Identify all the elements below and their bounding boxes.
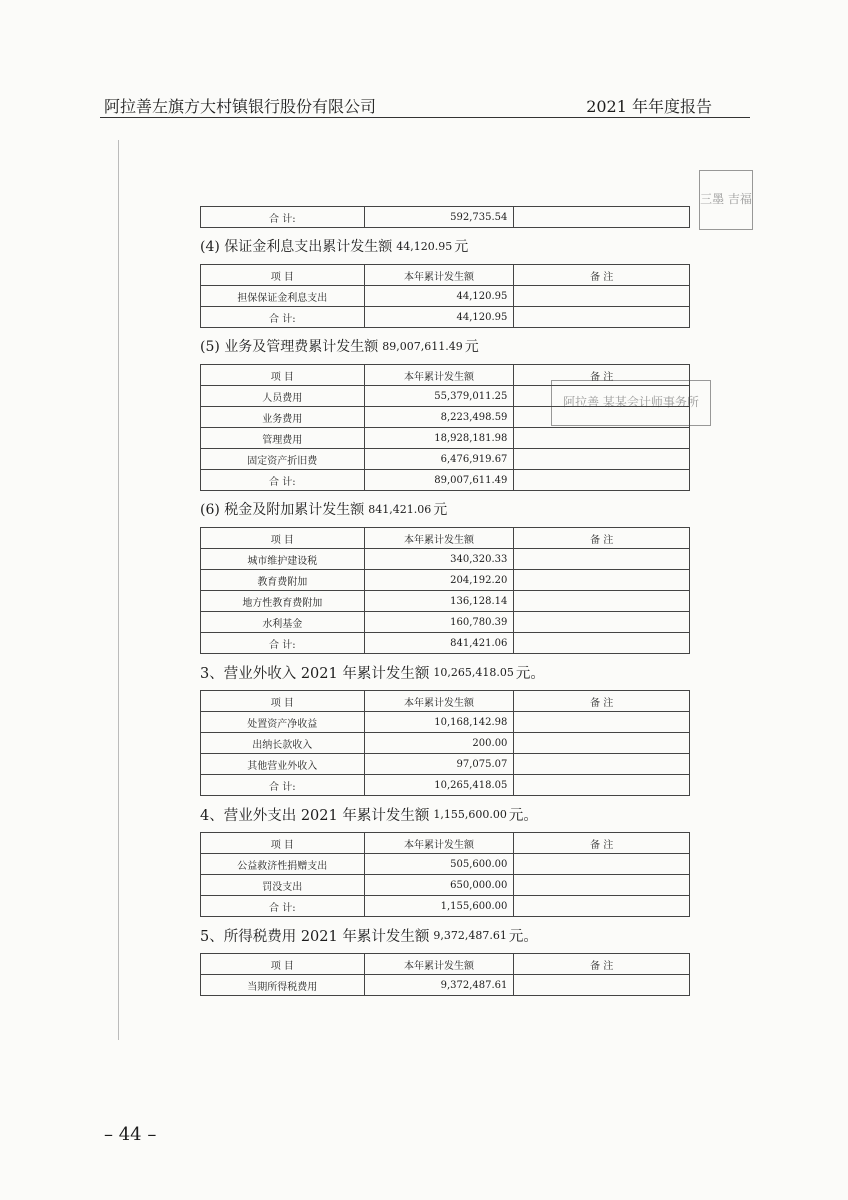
- sections-container: [200, 228, 690, 996]
- section-unit: 元。: [515, 665, 545, 682]
- section-amount: 10,265,418.05: [433, 665, 514, 679]
- column-header-item: 项 目: [201, 265, 365, 286]
- section-amount: 1,155,600.00: [433, 807, 507, 821]
- table-total-row: [201, 307, 690, 328]
- header-rule: [100, 117, 750, 118]
- row-note: [514, 386, 690, 407]
- section-table: [200, 690, 690, 796]
- table-header-row: [201, 528, 690, 549]
- section-unit: 元。: [508, 807, 538, 824]
- section-table: [200, 832, 690, 917]
- total-label: 合 计:: [201, 633, 365, 654]
- total-amount: 1,155,600.00: [364, 896, 514, 917]
- total-note: [514, 775, 690, 796]
- row-note: [514, 854, 690, 875]
- table-row: [201, 712, 690, 733]
- note-cell: [514, 207, 690, 228]
- column-header-note: 备 注: [514, 833, 690, 854]
- section-unit: 元: [433, 502, 448, 518]
- table-total-row: [201, 896, 690, 917]
- section-unit: 元: [454, 239, 469, 255]
- section-table: [200, 953, 690, 996]
- row-note: [514, 549, 690, 570]
- row-note: [514, 570, 690, 591]
- company-name: 阿拉善左旗方大村镇银行股份有限公司: [104, 97, 377, 116]
- column-header-note: 备 注: [514, 691, 690, 712]
- row-note: [514, 449, 690, 470]
- row-amount: 10,168,142.98: [364, 712, 514, 733]
- row-amount: 505,600.00: [364, 854, 514, 875]
- total-label: 合 计:: [201, 307, 365, 328]
- row-item: 水利基金: [201, 612, 365, 633]
- table-total-row: [201, 775, 690, 796]
- section-title: [200, 228, 690, 264]
- section-amount: 89,007,611.49: [382, 339, 463, 353]
- section-unit: 元: [464, 339, 479, 355]
- row-item: 教育费附加: [201, 570, 365, 591]
- section-title: [200, 654, 690, 690]
- column-header-amount: 本年累计发生额: [364, 691, 514, 712]
- table-header-row: [201, 265, 690, 286]
- table-row: [201, 386, 690, 407]
- table-header-row: [201, 833, 690, 854]
- table-row: [201, 975, 690, 996]
- table-row: [201, 754, 690, 775]
- total-note: [514, 896, 690, 917]
- column-header-amount: 本年累计发生额: [364, 365, 514, 386]
- row-amount: 650,000.00: [364, 875, 514, 896]
- table-row: [201, 854, 690, 875]
- page-number: – 44 –: [104, 1124, 157, 1145]
- total-note: [514, 470, 690, 491]
- row-item: 固定资产折旧费: [201, 449, 365, 470]
- column-header-item: 项 目: [201, 691, 365, 712]
- column-header-amount: 本年累计发生额: [364, 833, 514, 854]
- section-table: [200, 527, 690, 654]
- row-item: 人员费用: [201, 386, 365, 407]
- row-note: [514, 428, 690, 449]
- total-note: [514, 307, 690, 328]
- row-amount: 8,223,498.59: [364, 407, 514, 428]
- section-title-text: 5、所得税费用 2021 年累计发生额: [200, 928, 430, 945]
- seal-stamp-text: 三墨 吉福: [700, 192, 752, 207]
- row-item: 管理费用: [201, 428, 365, 449]
- row-note: [514, 875, 690, 896]
- table-row: [201, 733, 690, 754]
- column-header-item: 项 目: [201, 528, 365, 549]
- column-header-item: 项 目: [201, 365, 365, 386]
- section-unit: 元。: [508, 928, 538, 945]
- section-title: [200, 917, 690, 953]
- row-amount: 9,372,487.61: [364, 975, 514, 996]
- table-row: [201, 875, 690, 896]
- table-row: [201, 286, 690, 307]
- table-header-row: [201, 954, 690, 975]
- section-table: [200, 264, 690, 328]
- column-header-note: 备 注: [514, 528, 690, 549]
- section-title-text: 4、营业外支出 2021 年累计发生额: [200, 807, 430, 824]
- section-title-text: 3、营业外收入 2021 年累计发生额: [200, 665, 430, 682]
- section-title: [200, 796, 690, 832]
- row-item: 担保保证金利息支出: [201, 286, 365, 307]
- column-header-note: 备 注: [514, 265, 690, 286]
- column-header-amount: 本年累计发生额: [364, 528, 514, 549]
- total-amount: 592,735.54: [364, 207, 514, 228]
- row-item: 地方性教育费附加: [201, 591, 365, 612]
- row-item: 公益救济性捐赠支出: [201, 854, 365, 875]
- row-amount: 136,128.14: [364, 591, 514, 612]
- table-row: [201, 407, 690, 428]
- row-note: [514, 975, 690, 996]
- section-title: [200, 328, 690, 364]
- table-header-row: [201, 365, 690, 386]
- row-item: 当期所得税费用: [201, 975, 365, 996]
- row-amount: 340,320.33: [364, 549, 514, 570]
- row-item: 其他营业外收入: [201, 754, 365, 775]
- column-header-item: 项 目: [201, 954, 365, 975]
- table-header-row: [201, 691, 690, 712]
- table-row: [201, 591, 690, 612]
- row-amount: 44,120.95: [364, 286, 514, 307]
- report-title: 2021 年年度报告: [586, 97, 712, 116]
- row-amount: 204,192.20: [364, 570, 514, 591]
- column-header-note: 备 注: [514, 365, 690, 386]
- total-note: [514, 633, 690, 654]
- table-row: [201, 207, 690, 228]
- total-label: 合 计:: [201, 896, 365, 917]
- total-amount: 841,421.06: [364, 633, 514, 654]
- table-total-row: [201, 470, 690, 491]
- column-header-amount: 本年累计发生额: [364, 265, 514, 286]
- table-row: [201, 449, 690, 470]
- row-amount: 97,075.07: [364, 754, 514, 775]
- row-item: 处置资产净收益: [201, 712, 365, 733]
- section-title-text: (6) 税金及附加累计发生额: [200, 502, 365, 518]
- row-amount: 18,928,181.98: [364, 428, 514, 449]
- table-row: [201, 570, 690, 591]
- row-amount: 6,476,919.67: [364, 449, 514, 470]
- column-header-amount: 本年累计发生额: [364, 954, 514, 975]
- section-amount: 9,372,487.61: [433, 928, 507, 942]
- auditor-stamp-text: 阿拉善 某某会计师事务所: [563, 395, 699, 410]
- row-note: [514, 733, 690, 754]
- report-content: [200, 206, 690, 996]
- table-row: [201, 612, 690, 633]
- row-note: [514, 407, 690, 428]
- row-note: [514, 591, 690, 612]
- table-row: [201, 428, 690, 449]
- total-amount: 44,120.95: [364, 307, 514, 328]
- total-label: 合 计:: [201, 207, 365, 228]
- total-label: 合 计:: [201, 470, 365, 491]
- total-amount: 89,007,611.49: [364, 470, 514, 491]
- row-amount: 55,379,011.25: [364, 386, 514, 407]
- section-title-text: (4) 保证金利息支出累计发生额: [200, 239, 393, 255]
- row-amount: 160,780.39: [364, 612, 514, 633]
- section-amount: 44,120.95: [396, 239, 453, 253]
- row-note: [514, 754, 690, 775]
- section-title-text: (5) 业务及管理费累计发生额: [200, 339, 379, 355]
- total-amount: 10,265,418.05: [364, 775, 514, 796]
- row-note: [514, 712, 690, 733]
- row-item: 出纳长款收入: [201, 733, 365, 754]
- seal-stamp: [699, 170, 753, 230]
- carryover-total-table: [200, 206, 690, 228]
- row-item: 城市维护建设税: [201, 549, 365, 570]
- table-total-row: [201, 633, 690, 654]
- column-header-note: 备 注: [514, 954, 690, 975]
- column-header-item: 项 目: [201, 833, 365, 854]
- row-item: 罚没支出: [201, 875, 365, 896]
- row-note: [514, 286, 690, 307]
- margin-line: [118, 140, 119, 1040]
- row-note: [514, 612, 690, 633]
- section-title: [200, 491, 690, 527]
- row-amount: 200.00: [364, 733, 514, 754]
- table-row: [201, 549, 690, 570]
- section-amount: 841,421.06: [368, 502, 432, 516]
- row-item: 业务费用: [201, 407, 365, 428]
- section-table: [200, 364, 690, 491]
- total-label: 合 计:: [201, 775, 365, 796]
